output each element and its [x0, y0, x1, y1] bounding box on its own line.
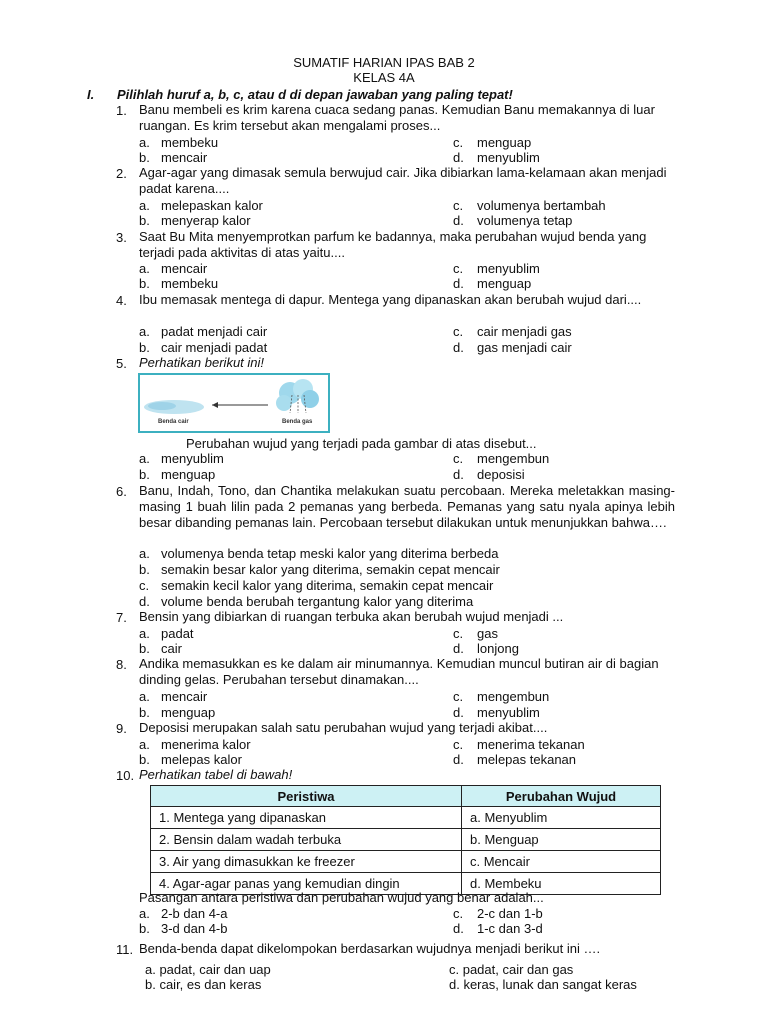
option-text: menyublim: [161, 451, 224, 466]
option-letter: d.: [453, 150, 464, 165]
class-label: KELAS 4A: [353, 70, 415, 85]
option-letter: d.: [453, 467, 464, 482]
question-text: Ibu memasak mentega di dapur. Mentega yang dipanaskan akan berubah wujud dari....: [139, 292, 642, 307]
option-c: [453, 324, 572, 339]
question-text: Saat Bu Mita menyemprotkan parfum ke badannya, maka perubahan wujud benda yang terjadi pada aktivitas di atas yaitu....: [139, 229, 647, 260]
question-text: Perubahan wujud yang terjadi pada gambar di atas disebut...: [186, 436, 537, 451]
option-c: [139, 578, 493, 593]
option-a: [139, 261, 207, 276]
option-d: [453, 705, 540, 720]
option-c: [453, 451, 549, 466]
option-letter: a.: [139, 261, 150, 276]
option-letter: c.: [139, 578, 150, 593]
question-number: 9.: [116, 721, 127, 736]
option-text: mengembun: [477, 451, 550, 466]
option-text: menyublim: [477, 261, 540, 276]
option-c: [453, 198, 606, 213]
option-text: membeku: [161, 276, 219, 291]
option-text: menerima kalor: [161, 737, 251, 752]
option-text: mencair: [161, 689, 208, 704]
gas-cloud: [301, 390, 319, 408]
option-text: menguap: [161, 705, 216, 720]
liquid-puddle-shade: [148, 402, 176, 410]
option-d: [453, 276, 531, 291]
question-number: 3.: [116, 230, 127, 245]
option-text: menyublim: [477, 705, 540, 720]
option-letter: c.: [453, 324, 464, 339]
option-letter: a.: [139, 546, 150, 561]
question-text: Pasangan antara peristiwa dan perubahan wujud yang benar adalah...: [139, 890, 544, 905]
option-letter: d.: [139, 594, 150, 609]
table-cell: 4. Agar-agar panas yang kemudian dingin: [151, 873, 462, 895]
question-text: Banu, Indah, Tono, dan Chantika melakukan suatu percobaan. Mereka meletakkan masing-masing 1 buah lilin pada 2 pemanas yang berbeda. Pemanas yang satu nyala apinya lebih besar dibanding pemanas lain. Percobaan tersebut dilakukan untuk menunjukkan bahwa….: [139, 483, 675, 530]
option-b: [139, 340, 267, 355]
option-text: mengembun: [477, 689, 550, 704]
option-text: membeku: [161, 135, 219, 150]
question-number: 7.: [116, 610, 127, 625]
option-letter: a.: [139, 689, 150, 704]
option-letter: a.: [139, 737, 150, 752]
question-text: Perhatikan tabel di bawah!: [139, 767, 293, 782]
question-number: 5.: [116, 356, 127, 371]
option-letter: d.: [453, 752, 464, 767]
section-instruction: Pilihlah huruf a, b, c, atau d di depan jawaban yang paling tepat!: [117, 87, 513, 102]
option-letter: b.: [139, 641, 150, 656]
figure-label-gas: Benda gas: [282, 419, 313, 425]
option-d: [139, 594, 473, 609]
option-text: menerima tekanan: [477, 737, 585, 752]
option-letter: b.: [139, 752, 150, 767]
option-letter: c.: [453, 135, 464, 150]
option-b: [139, 705, 215, 720]
option-d: [453, 641, 519, 656]
option-text: gas: [477, 626, 498, 641]
option-text: 3-d dan 4-b: [161, 921, 228, 936]
option-letter: c.: [453, 689, 464, 704]
option-letter: a.: [139, 135, 150, 150]
option-letter: d.: [453, 276, 464, 291]
option-text: cair menjadi gas: [477, 324, 572, 339]
option-text: 2-c dan 1-b: [477, 906, 543, 921]
option-letter: b.: [139, 276, 150, 291]
question-text: Deposisi merupakan salah satu perubahan wujud yang terjadi akibat....: [139, 720, 548, 735]
option-text: melepas tekanan: [477, 752, 577, 767]
table-cell: c. Mencair: [462, 851, 661, 873]
option-text: deposisi: [477, 467, 525, 482]
question-number: 2.: [116, 166, 127, 181]
option-letter: d.: [453, 705, 464, 720]
option-letter: b.: [139, 467, 150, 482]
option-b: [139, 467, 215, 482]
option-letter: a.: [139, 626, 150, 641]
matching-table: [150, 785, 661, 895]
option-text: melepaskan kalor: [161, 198, 263, 213]
option-letter: c.: [453, 451, 464, 466]
option-letter: b.: [139, 562, 150, 577]
option-text: menyublim: [477, 150, 540, 165]
question-number: 10.: [116, 768, 135, 783]
option-text: padat: [161, 626, 194, 641]
option-a: a. padat, cair dan uap: [145, 962, 271, 977]
option-d: [453, 340, 572, 355]
option-d: [453, 213, 572, 228]
option-text: menguap: [477, 276, 532, 291]
question-text: Benda-benda dapat dikelompokan berdasarkan wujudnya menjadi berikut ini ….: [139, 941, 601, 956]
table-row: [151, 829, 661, 851]
option-letter: c.: [453, 906, 464, 921]
option-d: [453, 150, 540, 165]
option-a: [139, 451, 224, 466]
option-text: cair: [161, 641, 182, 656]
option-d: [453, 467, 525, 482]
option-b: b. cair, es dan keras: [145, 977, 262, 992]
option-d: [453, 921, 543, 936]
option-text: menyerap kalor: [161, 213, 251, 228]
table-row: [151, 807, 661, 829]
option-letter: b.: [139, 340, 150, 355]
section-number: I.: [87, 87, 95, 102]
option-letter: b.: [139, 705, 150, 720]
table-cell: 2. Bensin dalam wadah terbuka: [151, 829, 462, 851]
option-a: [139, 324, 267, 339]
option-letter: b.: [139, 213, 150, 228]
option-text: menguap: [161, 467, 216, 482]
option-text: melepas kalor: [161, 752, 242, 767]
option-text: volumenya tetap: [477, 213, 573, 228]
question-text: Banu membeli es krim karena cuaca sedang panas. Kemudian Banu memakannya di luar ruangan. Es krim tersebut akan mengalami proses...: [139, 102, 655, 133]
table-header-row: [151, 786, 661, 807]
option-text: menguap: [477, 135, 532, 150]
option-text: cair menjadi padat: [161, 340, 268, 355]
table-cell: b. Menguap: [462, 829, 661, 851]
option-c: c. padat, cair dan gas: [449, 962, 574, 977]
option-c: [453, 135, 531, 150]
question-text: Andika memasukkan es ke dalam air minumannya. Kemudian muncul butiran air di bagian dinding gelas. Perubahan tersebut dinamakan....: [139, 656, 659, 687]
question-number: 4.: [116, 293, 127, 308]
option-text: semakin besar kalor yang diterima, semakin cepat mencair: [161, 562, 500, 577]
option-text: mencair: [161, 150, 208, 165]
option-b: [139, 213, 251, 228]
option-d: d. keras, lunak dan sangat keras: [449, 977, 637, 992]
option-text: semakin kecil kalor yang diterima, semakin cepat mencair: [161, 578, 494, 593]
option-letter: a.: [139, 324, 150, 339]
option-text: 1-c dan 3-d: [477, 921, 543, 936]
option-a: [139, 546, 498, 561]
document-title: SUMATIF HARIAN IPAS BAB 2: [293, 55, 475, 70]
option-a: [139, 906, 228, 921]
option-letter: d.: [453, 921, 464, 936]
table-row: [151, 851, 661, 873]
option-letter: d.: [453, 641, 464, 656]
option-c: [453, 737, 585, 752]
phase-change-figure: [138, 373, 330, 433]
question-number: 11.: [116, 942, 134, 957]
option-letter: d.: [453, 340, 464, 355]
question-number: 6.: [116, 484, 127, 499]
table-cell: 1. Mentega yang dipanaskan: [151, 807, 462, 829]
option-c: [453, 261, 540, 276]
arrow-head: [212, 402, 218, 408]
option-a: [139, 626, 194, 641]
table-header-cell: Perubahan Wujud: [462, 786, 661, 807]
option-b: [139, 562, 500, 577]
option-letter: a.: [139, 198, 150, 213]
option-letter: b.: [139, 921, 150, 936]
option-text: volume benda berubah tergantung kalor yang diterima: [161, 594, 474, 609]
option-text: padat menjadi cair: [161, 324, 268, 339]
option-a: [139, 737, 251, 752]
table-cell: a. Menyublim: [462, 807, 661, 829]
option-b: [139, 276, 218, 291]
option-letter: a.: [139, 906, 150, 921]
option-text: mencair: [161, 261, 208, 276]
option-b: [139, 641, 182, 656]
question-text: Bensin yang dibiarkan di ruangan terbuka akan berubah wujud menjadi ...: [139, 609, 564, 624]
option-a: [139, 135, 218, 150]
option-b: [139, 921, 228, 936]
option-letter: c.: [453, 261, 464, 276]
option-text: lonjong: [477, 641, 519, 656]
option-a: [139, 198, 263, 213]
option-a: [139, 689, 207, 704]
option-letter: d.: [453, 213, 464, 228]
gas-cloud: [276, 395, 292, 411]
option-b: [139, 150, 207, 165]
question-text: Agar-agar yang dimasak semula berwujud cair. Jika dibiarkan lama-kelamaan akan menjadi padat karena....: [139, 165, 667, 196]
question-text: Perhatikan berikut ini!: [139, 355, 265, 370]
option-c: [453, 626, 498, 641]
option-text: gas menjadi cair: [477, 340, 572, 355]
option-letter: c.: [453, 198, 464, 213]
option-text: volumenya bertambah: [477, 198, 606, 213]
figure-label-liquid: Benda cair: [158, 419, 189, 425]
option-letter: c.: [453, 737, 464, 752]
option-c: [453, 906, 543, 921]
table-header-cell: Peristiwa: [151, 786, 462, 807]
table-cell: 3. Air yang dimasukkan ke freezer: [151, 851, 462, 873]
table-cell: d. Membeku: [462, 873, 661, 895]
option-text: volumenya benda tetap meski kalor yang diterima berbeda: [161, 546, 499, 561]
option-d: [453, 752, 576, 767]
option-b: [139, 752, 242, 767]
question-number: 8.: [116, 657, 127, 672]
question-number: 1.: [116, 103, 127, 118]
option-c: [453, 689, 549, 704]
option-letter: a.: [139, 451, 150, 466]
option-text: 2-b dan 4-a: [161, 906, 228, 921]
option-letter: c.: [453, 626, 464, 641]
option-letter: b.: [139, 150, 150, 165]
